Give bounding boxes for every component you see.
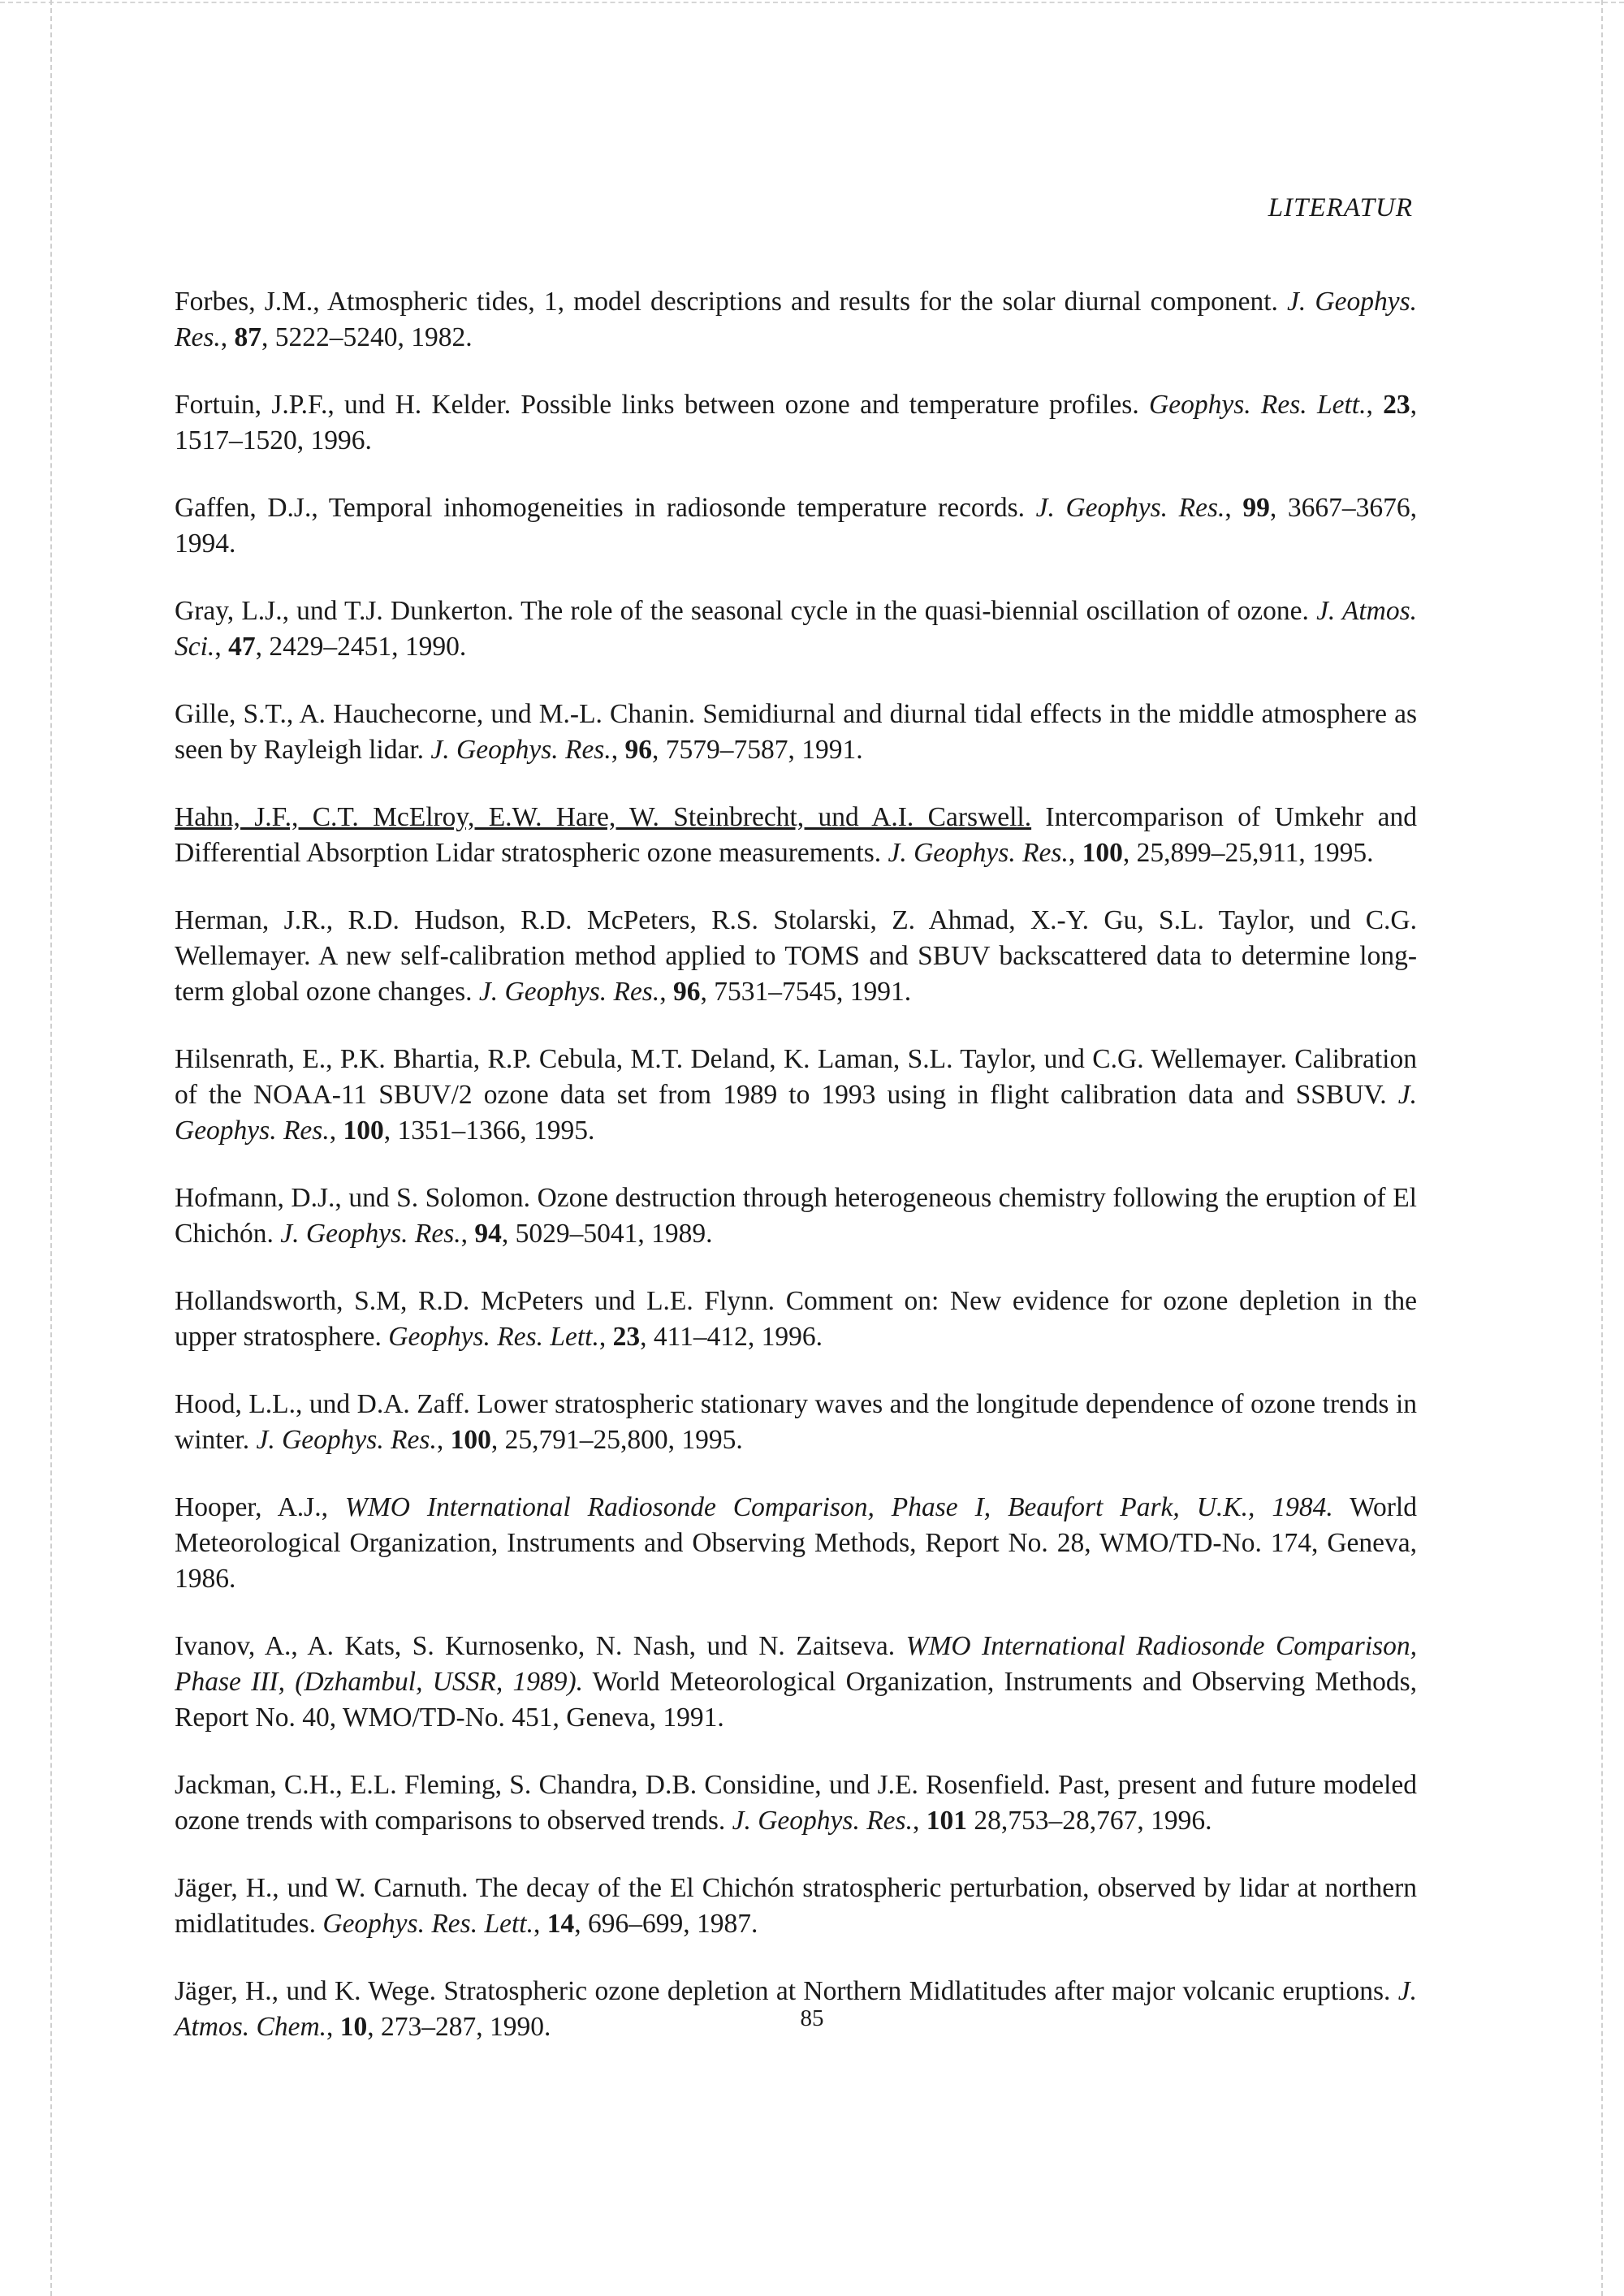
ref-title: Calibration of the NOAA-11 SBUV/2 ozone data set from 1989 to 1993 using in flight calibration data and SSBUV. xyxy=(175,1044,1417,1110)
scan-top-edge xyxy=(0,2,1624,3)
ref-journal: J. Geophys. Res. xyxy=(430,735,611,765)
ref-authors: Hooper, A.J., xyxy=(175,1492,328,1522)
ref-journal: J. Atmos. Sci. xyxy=(175,596,1418,662)
ref-journal: J. Geophys. Res. xyxy=(175,1080,1417,1146)
ref-title: Possible links between ozone and temperature profiles. xyxy=(511,390,1150,420)
ref-title: The role of the seasonal cycle in the quasi-biennial oscillation of ozone. xyxy=(513,596,1317,626)
ref-title: Semidiurnal and diurnal tidal effects in the middle atmosphere as seen by Rayleigh lidar. xyxy=(175,699,1417,765)
ref-separator: , xyxy=(912,1806,926,1836)
ref-authors: Hofmann, D.J., und S. Solomon. xyxy=(175,1183,531,1213)
ref-pages-year: , 5222–5240, 1982. xyxy=(261,322,473,352)
ref-volume: 23 xyxy=(1383,390,1410,420)
ref-pages-year: , 3667–3676, 1994. xyxy=(175,493,1417,559)
ref-volume: 14 xyxy=(546,1909,575,1939)
ref-title: Comment on: New evidence for ozone depletion in the upper stratosphere. xyxy=(175,1286,1417,1352)
ref-title: Past, present and future modeled ozone trends with comparisons to observed trends. xyxy=(175,1770,1418,1836)
ref-volume: 99 xyxy=(1242,493,1270,523)
ref-authors: Fortuin, J.P.F., und H. Kelder. xyxy=(175,390,512,420)
reference-list xyxy=(175,284,1417,2077)
ref-authors: Hollandsworth, S.M, R.D. McPeters und L.E. Flynn. xyxy=(175,1286,775,1316)
ref-pages-year: , 411–412, 1996. xyxy=(640,1322,823,1352)
ref-title: Lower stratospheric stationary waves and the longitude dependence of ozone trends in winter. xyxy=(175,1389,1418,1455)
ref-volume: 100 xyxy=(1082,838,1123,868)
ref-volume: 100 xyxy=(450,1425,491,1455)
reference-item: Hilsenrath, E., P.K. Bhartia, R.P. Cebula, M.T. Deland, K. Laman, S.L. Taylor, und C.G. Wellemayer. Calibration of the NOAA-11 SBUV/2 ozone data set from 1989 to 1993 using in flight calibration data and SSBUV. J. Geophys. Res., 100, 1351–1366, 1995. xyxy=(175,1044,1417,1146)
ref-pages-year: , 273–287, 1990. xyxy=(367,2012,551,2042)
ref-authors: Jäger, H., und W. Carnuth. xyxy=(175,1873,469,1903)
ref-authors: Gray, L.J., und T.J. Dunkerton. xyxy=(175,596,514,626)
ref-journal: J. Geophys. Res. xyxy=(175,287,1417,352)
scan-right-edge xyxy=(1601,0,1603,2296)
ref-journal: J. Geophys. Res. xyxy=(478,977,660,1007)
ref-pages-year: , 7531–7545, 1991. xyxy=(700,977,912,1007)
ref-title: Temporal inhomogeneities in radiosonde temperature records. xyxy=(317,493,1036,523)
reference-item: Gaffen, D.J., Temporal inhomogeneities in radiosonde temperature records. J. Geophys. Res., 99, 3667–3676, 1994. xyxy=(175,493,1417,559)
running-header: LITERATUR xyxy=(1268,193,1413,222)
ref-pages-year: , 1517–1520, 1996. xyxy=(175,390,1418,455)
ref-pages-year: , 1351–1366, 1995. xyxy=(383,1116,595,1146)
ref-pages-year: 28,753–28,767, 1996. xyxy=(966,1806,1212,1836)
reference-item: Jäger, H., und W. Carnuth. The decay of the El Chichón stratospheric perturbation, observed by lidar at northern midlatitudes. Geophys. Res. Lett., 14, 696–699, 1987. xyxy=(175,1873,1417,1939)
ref-authors: Jackman, C.H., E.L. Fleming, S. Chandra, D.B. Considine, und J.E. Rosenfield. xyxy=(175,1770,1051,1800)
reference-item: Hahn, J.F., C.T. McElroy, E.W. Hare, W. Steinbrecht, und A.I. Carswell. Intercomparison of Umkehr and Differential Absorption Lidar stratospheric ozone measurements. J. Geophys. Res., 100, 25,899–25,911, 1995. xyxy=(175,802,1417,868)
reference-item: Gille, S.T., A. Hauchecorne, und M.-L. Chanin. Semidiurnal and diurnal tidal effects in the middle atmosphere as seen by Rayleigh lidar. J. Geophys. Res., 96, 7579–7587, 1991. xyxy=(175,699,1417,765)
ref-pages-year: , 2429–2451, 1990. xyxy=(255,632,467,662)
ref-journal: Geophys. Res. Lett. xyxy=(1149,390,1367,420)
ref-journal: J. Geophys. Res. xyxy=(280,1219,461,1249)
ref-volume: 23 xyxy=(612,1322,641,1352)
reference-item: Hollandsworth, S.M, R.D. McPeters und L.E. Flynn. Comment on: New evidence for ozone depletion in the upper stratosphere. Geophys. Res. Lett., 23, 411–412, 1996. xyxy=(175,1286,1417,1352)
ref-journal: J. Geophys. Res. xyxy=(888,838,1069,868)
ref-authors-underlined: Hahn, J.F., C.T. McElroy, E.W. Hare, W. Steinbrecht, und A.I. Carswell. xyxy=(175,802,1032,832)
ref-authors: Forbes, J.M., xyxy=(175,287,320,317)
ref-authors: Hilsenrath, E., P.K. Bhartia, R.P. Cebula, M.T. Deland, K. Laman, S.L. Taylor, und C.G. Wellemayer. xyxy=(175,1044,1287,1074)
ref-journal: J. Geophys. Res. xyxy=(256,1425,437,1455)
reference-item xyxy=(175,1629,1417,1736)
ref-journal: J. Geophys. Res. xyxy=(732,1806,913,1836)
ref-authors: Gille, S.T., A. Hauchecorne, und M.-L. Chanin. xyxy=(175,699,696,729)
ref-volume: 47 xyxy=(228,632,256,662)
ref-book-title: WMO International Radiosonde Comparison, Phase I, Beaufort Park, U.K., 1984. xyxy=(327,1492,1333,1522)
ref-authors: Jäger, H., und K. Wege. xyxy=(175,1976,437,2006)
reference-item: Herman, J.R., R.D. Hudson, R.D. McPeters, R.S. Stolarski, Z. Ahmad, X.-Y. Gu, S.L. Taylor, und C.G. Wellemayer. A new self-calibration method applied to TOMS and SBUV backscattered data to determine long-term global ozone changes. J. Geophys. Res., 96, 7531–7545, 1991. xyxy=(175,905,1417,1007)
reference-item: Fortuin, J.P.F., und H. Kelder. Possible links between ozone and temperature profiles. Geophys. Res. Lett., 23, 1517–1520, 1996. xyxy=(175,390,1418,455)
ref-publisher: World Meteorological Organization, Instruments and Observing Methods, Report No. 28, WMO/TD-No. 174, Geneva, 1986. xyxy=(175,1492,1417,1594)
ref-pages-year: , 25,791–25,800, 1995. xyxy=(490,1425,743,1455)
ref-publisher: World Meteorological Organization, Instruments and Observing Methods, Report No. 40, WMO/TD-No. 451, Geneva, 1991. xyxy=(175,1667,1417,1733)
ref-volume: 101 xyxy=(926,1806,967,1836)
ref-title: A new self-calibration method applied to TOMS and SBUV backscattered data to determine long-term global ozone changes. xyxy=(175,941,1417,1007)
ref-title: Stratospheric ozone depletion at Northern Midlatitudes after major volcanic eruptions. xyxy=(436,1976,1398,2006)
ref-authors: Gaffen, D.J., xyxy=(175,493,318,523)
ref-authors: Ivanov, A., A. Kats, S. Kurnosenko, N. Nash, und N. Zaitseva. xyxy=(175,1631,896,1661)
ref-volume: 87 xyxy=(234,322,261,352)
ref-volume: 10 xyxy=(339,2012,368,2042)
ref-volume: 100 xyxy=(343,1116,384,1146)
ref-title: Intercomparison of Umkehr and Differential Absorption Lidar stratospheric ozone measurements. xyxy=(175,802,1417,868)
ref-journal: J. Geophys. Res. xyxy=(1035,493,1225,523)
page-number: 85 xyxy=(800,2005,824,2031)
reference-item xyxy=(175,1767,1417,1839)
ref-authors: Herman, J.R., R.D. Hudson, R.D. McPeters, R.S. Stolarski, Z. Ahmad, X.-Y. Gu, S.L. Taylor, und C.G. Wellemayer. xyxy=(175,905,1417,971)
reference-item: Jäger, H., und K. Wege. Stratospheric ozone depletion at Northern Midlatitudes after major volcanic eruptions. J. Atmos. Chem., 10, 273–287, 1990. xyxy=(175,1976,1417,2042)
ref-pages-year: , 25,899–25,911, 1995. xyxy=(1122,838,1374,868)
ref-pages-year: , 696–699, 1987. xyxy=(574,1909,758,1939)
ref-journal: Geophys. Res. Lett. xyxy=(388,1322,599,1352)
reference-item: Hood, L.L., und D.A. Zaff. Lower stratospheric stationary waves and the longitude dependence of ozone trends in winter. J. Geophys. Res., 100, 25,791–25,800, 1995. xyxy=(175,1389,1418,1455)
ref-title: The decay of the El Chichón stratospheric perturbation, observed by lidar at northern midlatitudes. xyxy=(175,1873,1417,1939)
ref-title: Atmospheric tides, 1, model descriptions and results for the solar diurnal component. xyxy=(319,287,1288,317)
ref-pages-year: , 5029–5041, 1989. xyxy=(501,1219,713,1249)
reference-item: Hofmann, D.J., und S. Solomon. Ozone destruction through heterogeneous chemistry following the eruption of El Chichón. J. Geophys. Res., 94, 5029–5041, 1989. xyxy=(175,1183,1417,1249)
ref-volume: 96 xyxy=(624,735,652,765)
ref-title: Ozone destruction through heterogeneous chemistry following the eruption of El Chichón. xyxy=(175,1183,1417,1249)
ref-volume: 94 xyxy=(474,1219,502,1249)
reference-item: Gray, L.J., und T.J. Dunkerton. The role of the seasonal cycle in the quasi-biennial oscillation of ozone. J. Atmos. Sci., 47, 2429–2451, 1990. xyxy=(175,596,1418,662)
ref-journal: Geophys. Res. Lett. xyxy=(322,1909,533,1939)
scan-left-edge xyxy=(50,0,52,2296)
reference-item xyxy=(175,1490,1417,1597)
ref-pages-year: , 7579–7587, 1991. xyxy=(651,735,863,765)
ref-volume: 96 xyxy=(672,977,701,1007)
reference-item: Forbes, J.M., Atmospheric tides, 1, model descriptions and results for the solar diurnal component. J. Geophys. Res., 87, 5222–5240, 1982. xyxy=(175,287,1417,352)
ref-journal: J. Atmos. Chem. xyxy=(175,1976,1417,2042)
ref-book-title: WMO International Radiosonde Comparison, Phase III, (Dzhambul, USSR, 1989). xyxy=(175,1631,1417,1697)
ref-authors: Hood, L.L., und D.A. Zaff. xyxy=(175,1389,470,1419)
